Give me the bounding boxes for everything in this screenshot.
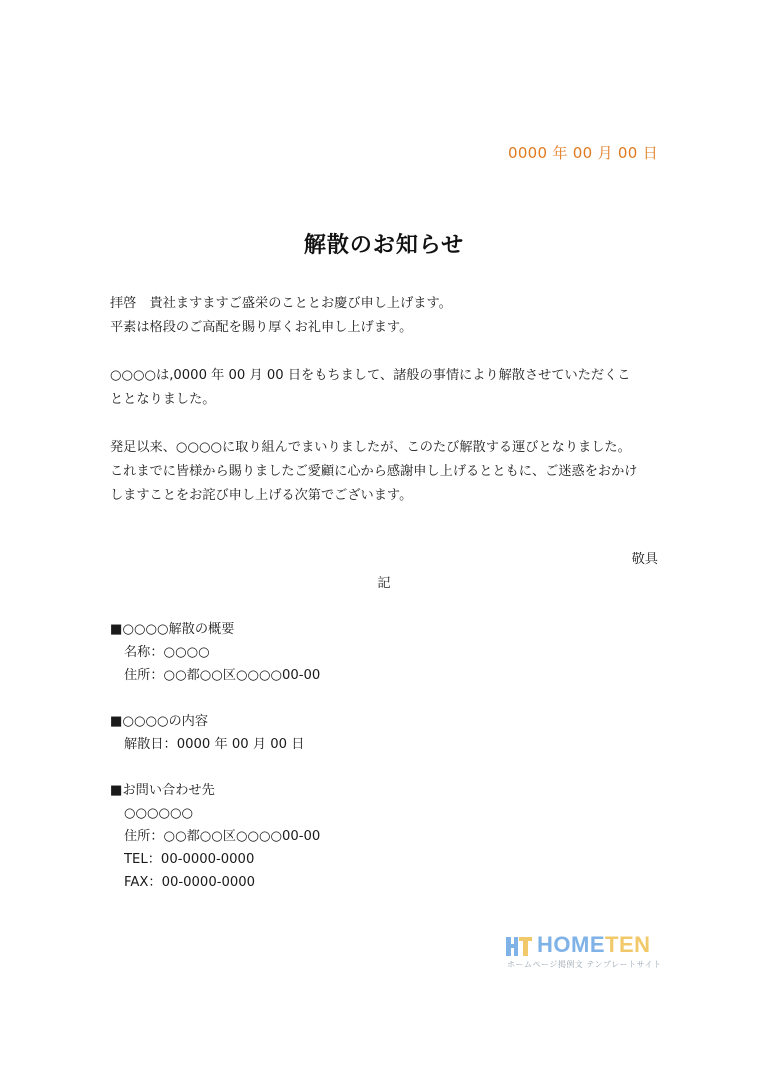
gratitude-paragraph <box>110 436 662 508</box>
hometen-logo <box>505 932 662 972</box>
section-item: ○○○○○○ <box>124 806 194 821</box>
paragraph-line: ○○○○は,0000 年 00 月 00 日をもちまして、諸般の事情により解散させていただくこ <box>110 368 631 383</box>
paragraph-line: 拝啓 貴社ますますご盛栄のこととお慶び申し上げます。 <box>110 296 452 311</box>
section-contact <box>110 779 662 894</box>
logo-brand-main: HOME <box>537 932 605 957</box>
section-overview <box>110 618 662 687</box>
details-sections <box>110 618 662 917</box>
hometen-logo-wordmark <box>537 932 651 958</box>
paragraph-line: 平素は格段のご高配を賜り厚くお礼申し上げます。 <box>110 320 413 335</box>
document-body <box>110 292 662 532</box>
paragraph-line: 発足以来、○○○○に取り組んでまいりましたが、このたび解散する運びとなりました。 <box>110 440 631 455</box>
hometen-logo-icon <box>505 934 533 958</box>
section-heading: ■○○○○の内容 <box>110 714 209 729</box>
section-item: 住所：○○都○○区○○○○00-00 <box>124 668 321 683</box>
section-heading: ■○○○○解散の概要 <box>110 622 235 637</box>
paragraph-line: これまでに皆様から賜りましたご愛顧に心から感謝申し上げるとともに、ご迷惑をおかけ <box>110 464 638 479</box>
section-item: 住所：○○都○○区○○○○00-00 <box>124 829 321 844</box>
section-heading: ■お問い合わせ先 <box>110 783 215 798</box>
logo-brand-accent: TEN <box>605 932 651 957</box>
greeting-paragraph <box>110 292 662 340</box>
paragraph-line: ととなりました。 <box>110 392 216 407</box>
section-item: 名称：○○○○ <box>124 645 210 660</box>
document-date: 0000 年 00 月 00 日 <box>508 144 658 162</box>
ki-marker: 記 <box>377 576 391 591</box>
section-item: 解散日：0000 年 00 月 00 日 <box>124 737 305 752</box>
closing-word: 敬具 <box>631 552 658 567</box>
announcement-paragraph <box>110 364 662 412</box>
paragraph-line: しますことをお詫び申し上げる次第でございます。 <box>110 488 413 503</box>
section-item: TEL：00-0000-0000 <box>124 852 255 867</box>
logo-tagline: ホームページ掲例文 テンプレートサイト <box>507 960 662 969</box>
section-item: FAX：00-0000-0000 <box>124 875 256 890</box>
document-title: 解散のお知らせ <box>303 232 465 258</box>
section-contents <box>110 710 662 756</box>
